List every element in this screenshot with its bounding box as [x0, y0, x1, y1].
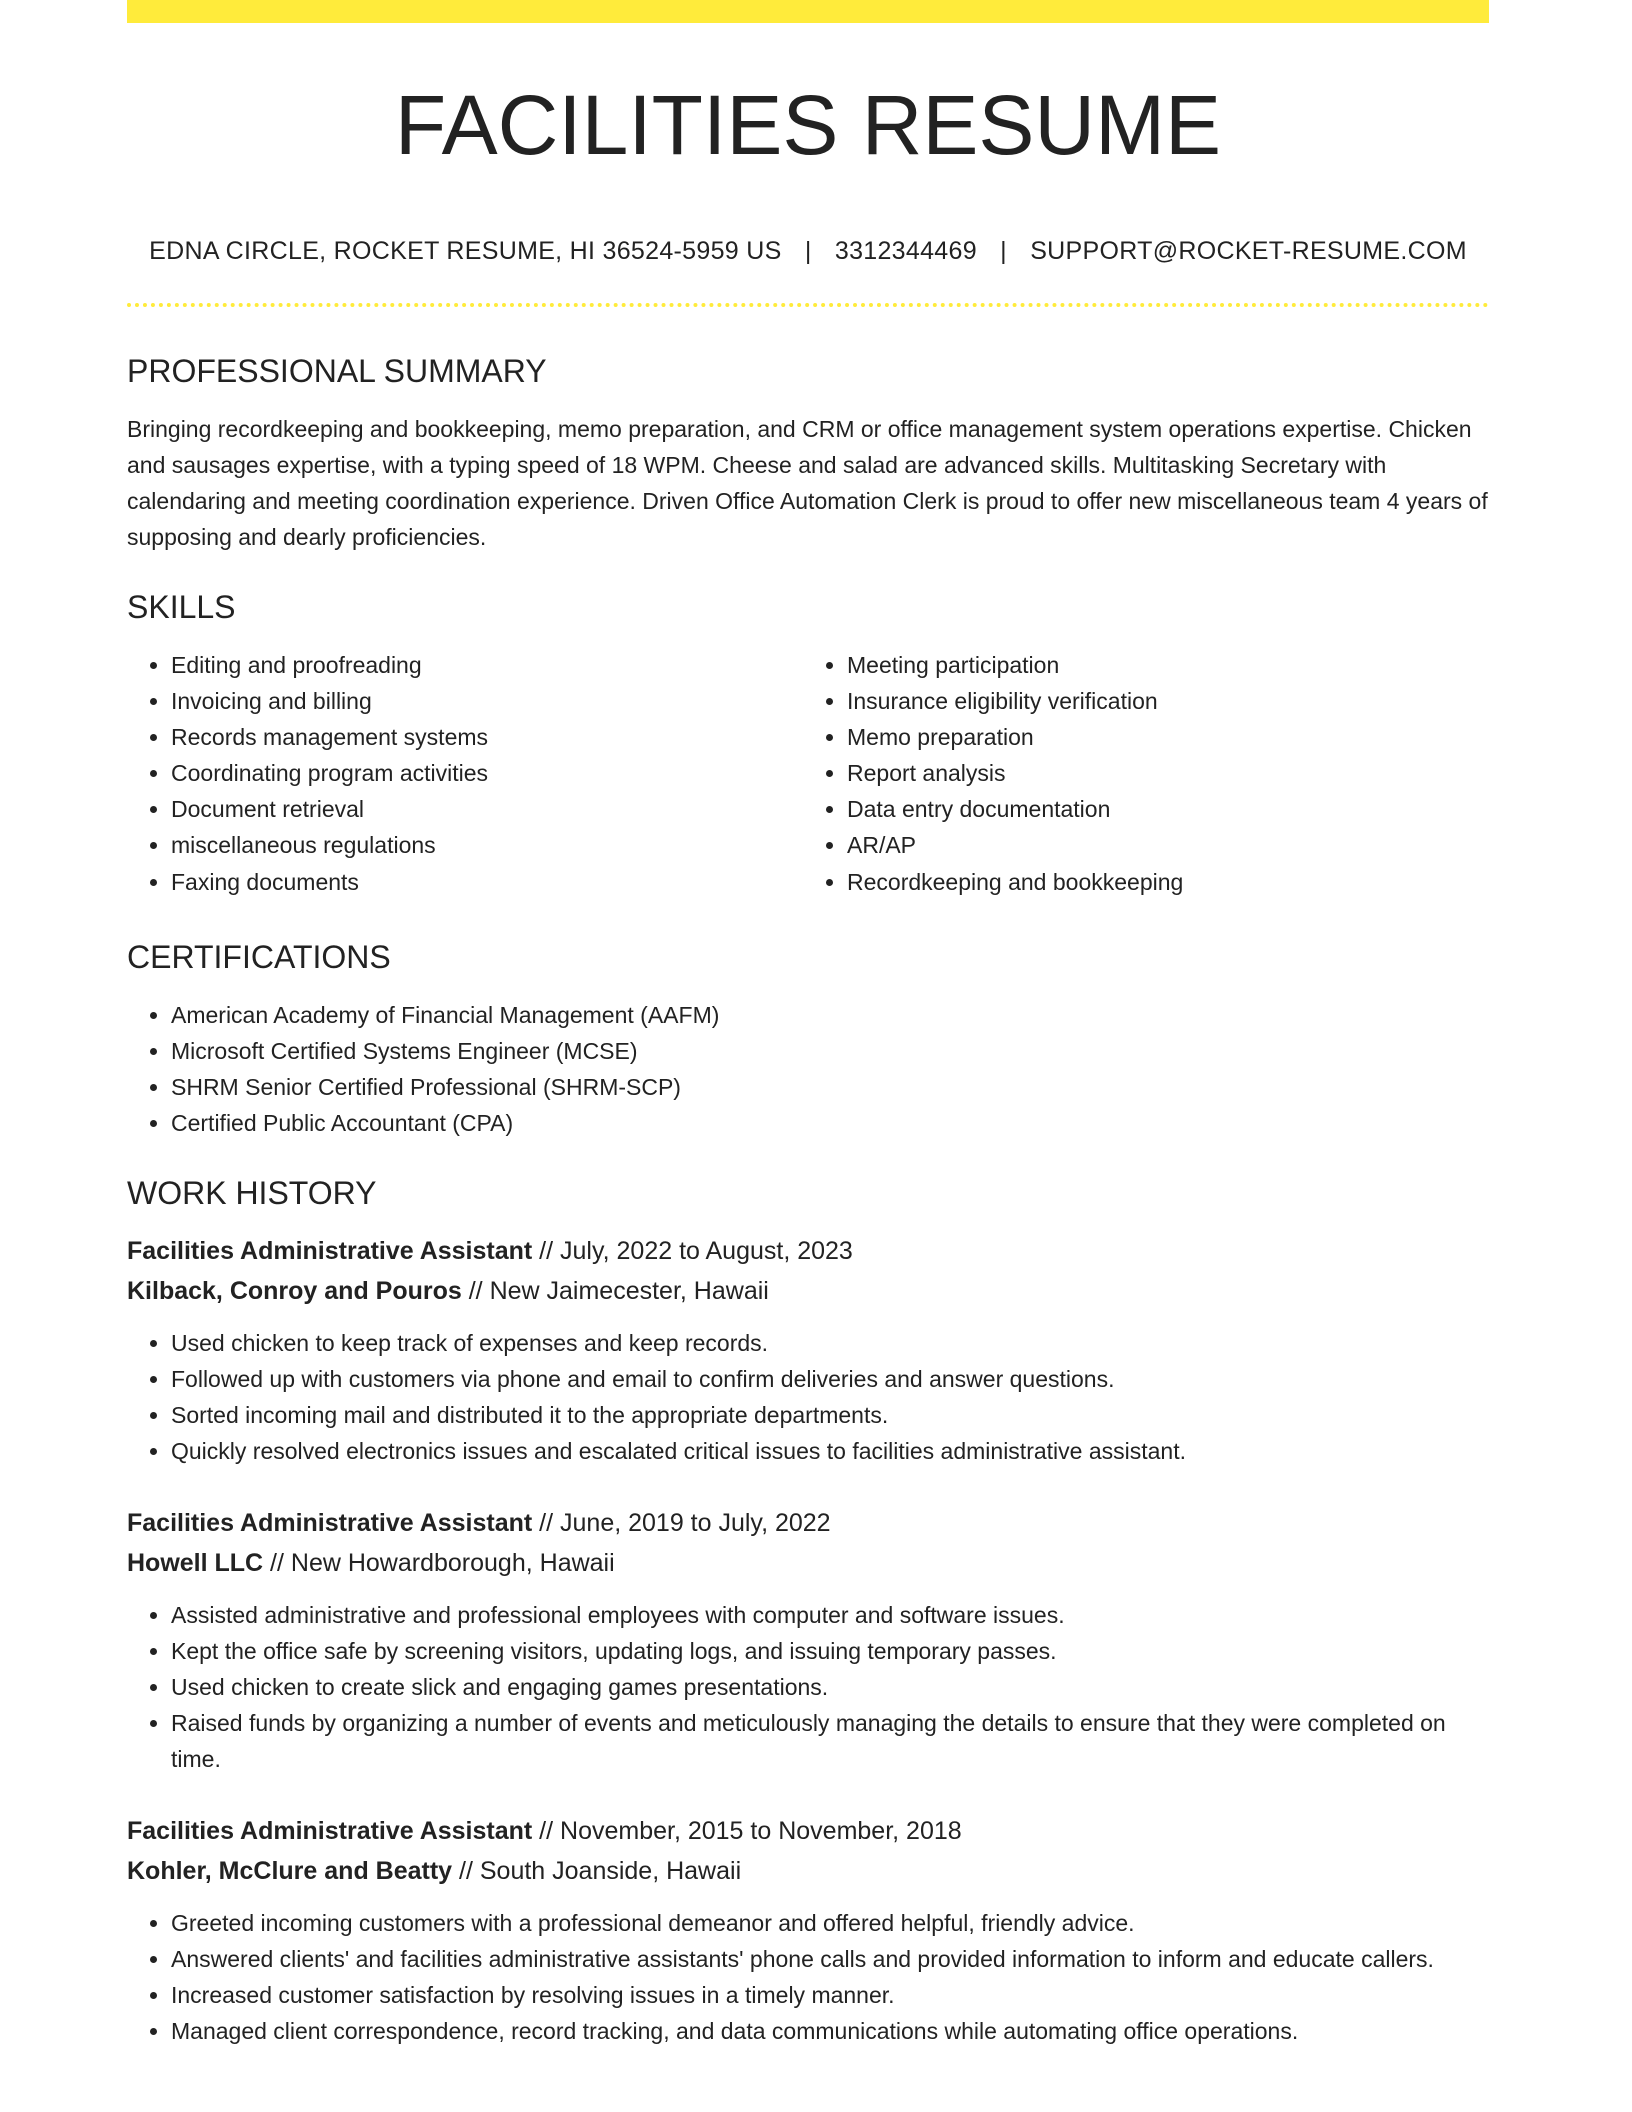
skills-list-left [127, 647, 799, 901]
job-dates: // November, 2015 to November, 2018 [532, 1817, 962, 1845]
job-bullet: • Sorted incoming mail and distributed it to the appropriate departments. [171, 1397, 1489, 1433]
certifications-heading: CERTIFICATIONS [127, 939, 391, 975]
job-bullets [127, 1905, 1489, 2049]
accent-top-bar [127, 0, 1489, 23]
job-bullet: • Used chicken to create slick and engaging games presentations. [171, 1669, 1489, 1705]
contact-address: EDNA CIRCLE, ROCKET RESUME, HI 36524-5959 US [149, 237, 782, 265]
dotted-divider [127, 303, 1489, 307]
contact-line [127, 239, 1489, 264]
job-location: // New Howardborough, Hawaii [263, 1549, 615, 1577]
contact-separator: | [1000, 237, 1007, 265]
job-company: Kilback, Conroy and Pouros [127, 1277, 462, 1305]
work-history-heading: WORK HISTORY [127, 1175, 377, 1211]
skill-item: • miscellaneous regulations [171, 827, 799, 863]
certification-item: • Certified Public Accountant (CPA) [171, 1105, 1489, 1141]
contact-separator: | [804, 237, 812, 265]
skills-list-right [799, 647, 1471, 901]
job-bullet: • Greeted incoming customers with a professional demeanor and offered helpful, friendly advice. [171, 1905, 1489, 1941]
job-company: Kohler, McClure and Beatty [127, 1857, 453, 1885]
job-company: Howell LLC [127, 1549, 264, 1577]
certification-item: • Microsoft Certified Systems Engineer (MCSE) [171, 1033, 1489, 1069]
job-entry [127, 1231, 1489, 1469]
skill-item: • Coordinating program activities [171, 755, 799, 791]
skill-item: • Insurance eligibility verification [847, 683, 1471, 719]
certification-item: • SHRM Senior Certified Professional (SHRM-SCP) [171, 1069, 1489, 1105]
job-role: Facilities Administrative Assistant [127, 1237, 533, 1265]
certification-item: • American Academy of Financial Management (AAFM) [171, 997, 1489, 1033]
job-bullet: • Assisted administrative and professional employees with computer and software issues. [171, 1597, 1489, 1633]
summary-heading: PROFESSIONAL SUMMARY [127, 353, 547, 389]
job-bullets [127, 1325, 1489, 1469]
summary-text: Bringing recordkeeping and bookkeeping, memo preparation, and CRM or office management system operations expertise. Chicken and sausages expertise, with a typing speed of 18 WPM. Cheese and salad are advanced skills. Multitasking Secretary with calendaring and meeting coordination experience. Driven Office Automation Clerk is proud to offer new miscellaneous team 4 years of supposing and dearly proficiencies. [127, 416, 1488, 550]
skill-item: • Faxing documents [171, 863, 799, 901]
skill-item: • AR/AP [847, 827, 1471, 863]
skill-item: • Editing and proofreading [171, 647, 799, 683]
skill-item: • Records management systems [171, 719, 799, 755]
contact-phone: 3312344469 [834, 237, 977, 265]
skill-item: • Recordkeeping and bookkeeping [847, 863, 1471, 901]
job-company-line [127, 1543, 1489, 1583]
job-bullet: • Raised funds by organizing a number of events and meticulously managing the details to ensure that they were completed on time. [171, 1705, 1489, 1777]
job-role: Facilities Administrative Assistant [127, 1817, 533, 1845]
job-location: // New Jaimecester, Hawaii [461, 1277, 769, 1305]
job-company-line [127, 1271, 1489, 1311]
job-role-line [127, 1503, 1489, 1543]
skill-item: • Report analysis [847, 755, 1471, 791]
job-dates: // July, 2022 to August, 2023 [532, 1237, 853, 1265]
skills-columns [127, 647, 1489, 901]
contact-email: SUPPORT@ROCKET-RESUME.COM [1030, 237, 1467, 265]
job-bullet: • Answered clients' and facilities administrative assistants' phone calls and provided information to inform and educate callers. [171, 1941, 1489, 1977]
skill-item: • Memo preparation [847, 719, 1471, 755]
job-company-line [127, 1851, 1489, 1891]
job-bullet: • Used chicken to keep track of expenses and keep records. [171, 1325, 1489, 1361]
job-dates: // June, 2019 to July, 2022 [532, 1509, 831, 1537]
job-role-line [127, 1811, 1489, 1851]
job-bullets [127, 1597, 1489, 1777]
job-role: Facilities Administrative Assistant [127, 1509, 533, 1537]
skills-heading: SKILLS [127, 589, 236, 625]
work-history-list [127, 1231, 1489, 2049]
resume-page [127, 0, 1489, 2049]
job-bullet: • Managed client correspondence, record tracking, and data communications while automating office operations. [171, 2013, 1489, 2049]
job-bullet: • Followed up with customers via phone and email to confirm deliveries and answer questions. [171, 1361, 1489, 1397]
skill-item: • Document retrieval [171, 791, 799, 827]
certifications-list [127, 997, 1489, 1141]
skill-item: • Data entry documentation [847, 791, 1471, 827]
job-entry [127, 1811, 1489, 2049]
job-location: // South Joanside, Hawaii [452, 1857, 742, 1885]
job-bullet: • Increased customer satisfaction by resolving issues in a timely manner. [171, 1977, 1489, 2013]
skill-item: • Meeting participation [847, 647, 1471, 683]
skill-item: • Invoicing and billing [171, 683, 799, 719]
resume-name: FACILITIES RESUME [394, 78, 1222, 172]
job-bullet: • Kept the office safe by screening visitors, updating logs, and issuing temporary passes. [171, 1633, 1489, 1669]
job-bullet: • Quickly resolved electronics issues and escalated critical issues to facilities administrative assistant. [171, 1433, 1489, 1469]
job-entry [127, 1503, 1489, 1777]
job-role-line [127, 1231, 1489, 1271]
